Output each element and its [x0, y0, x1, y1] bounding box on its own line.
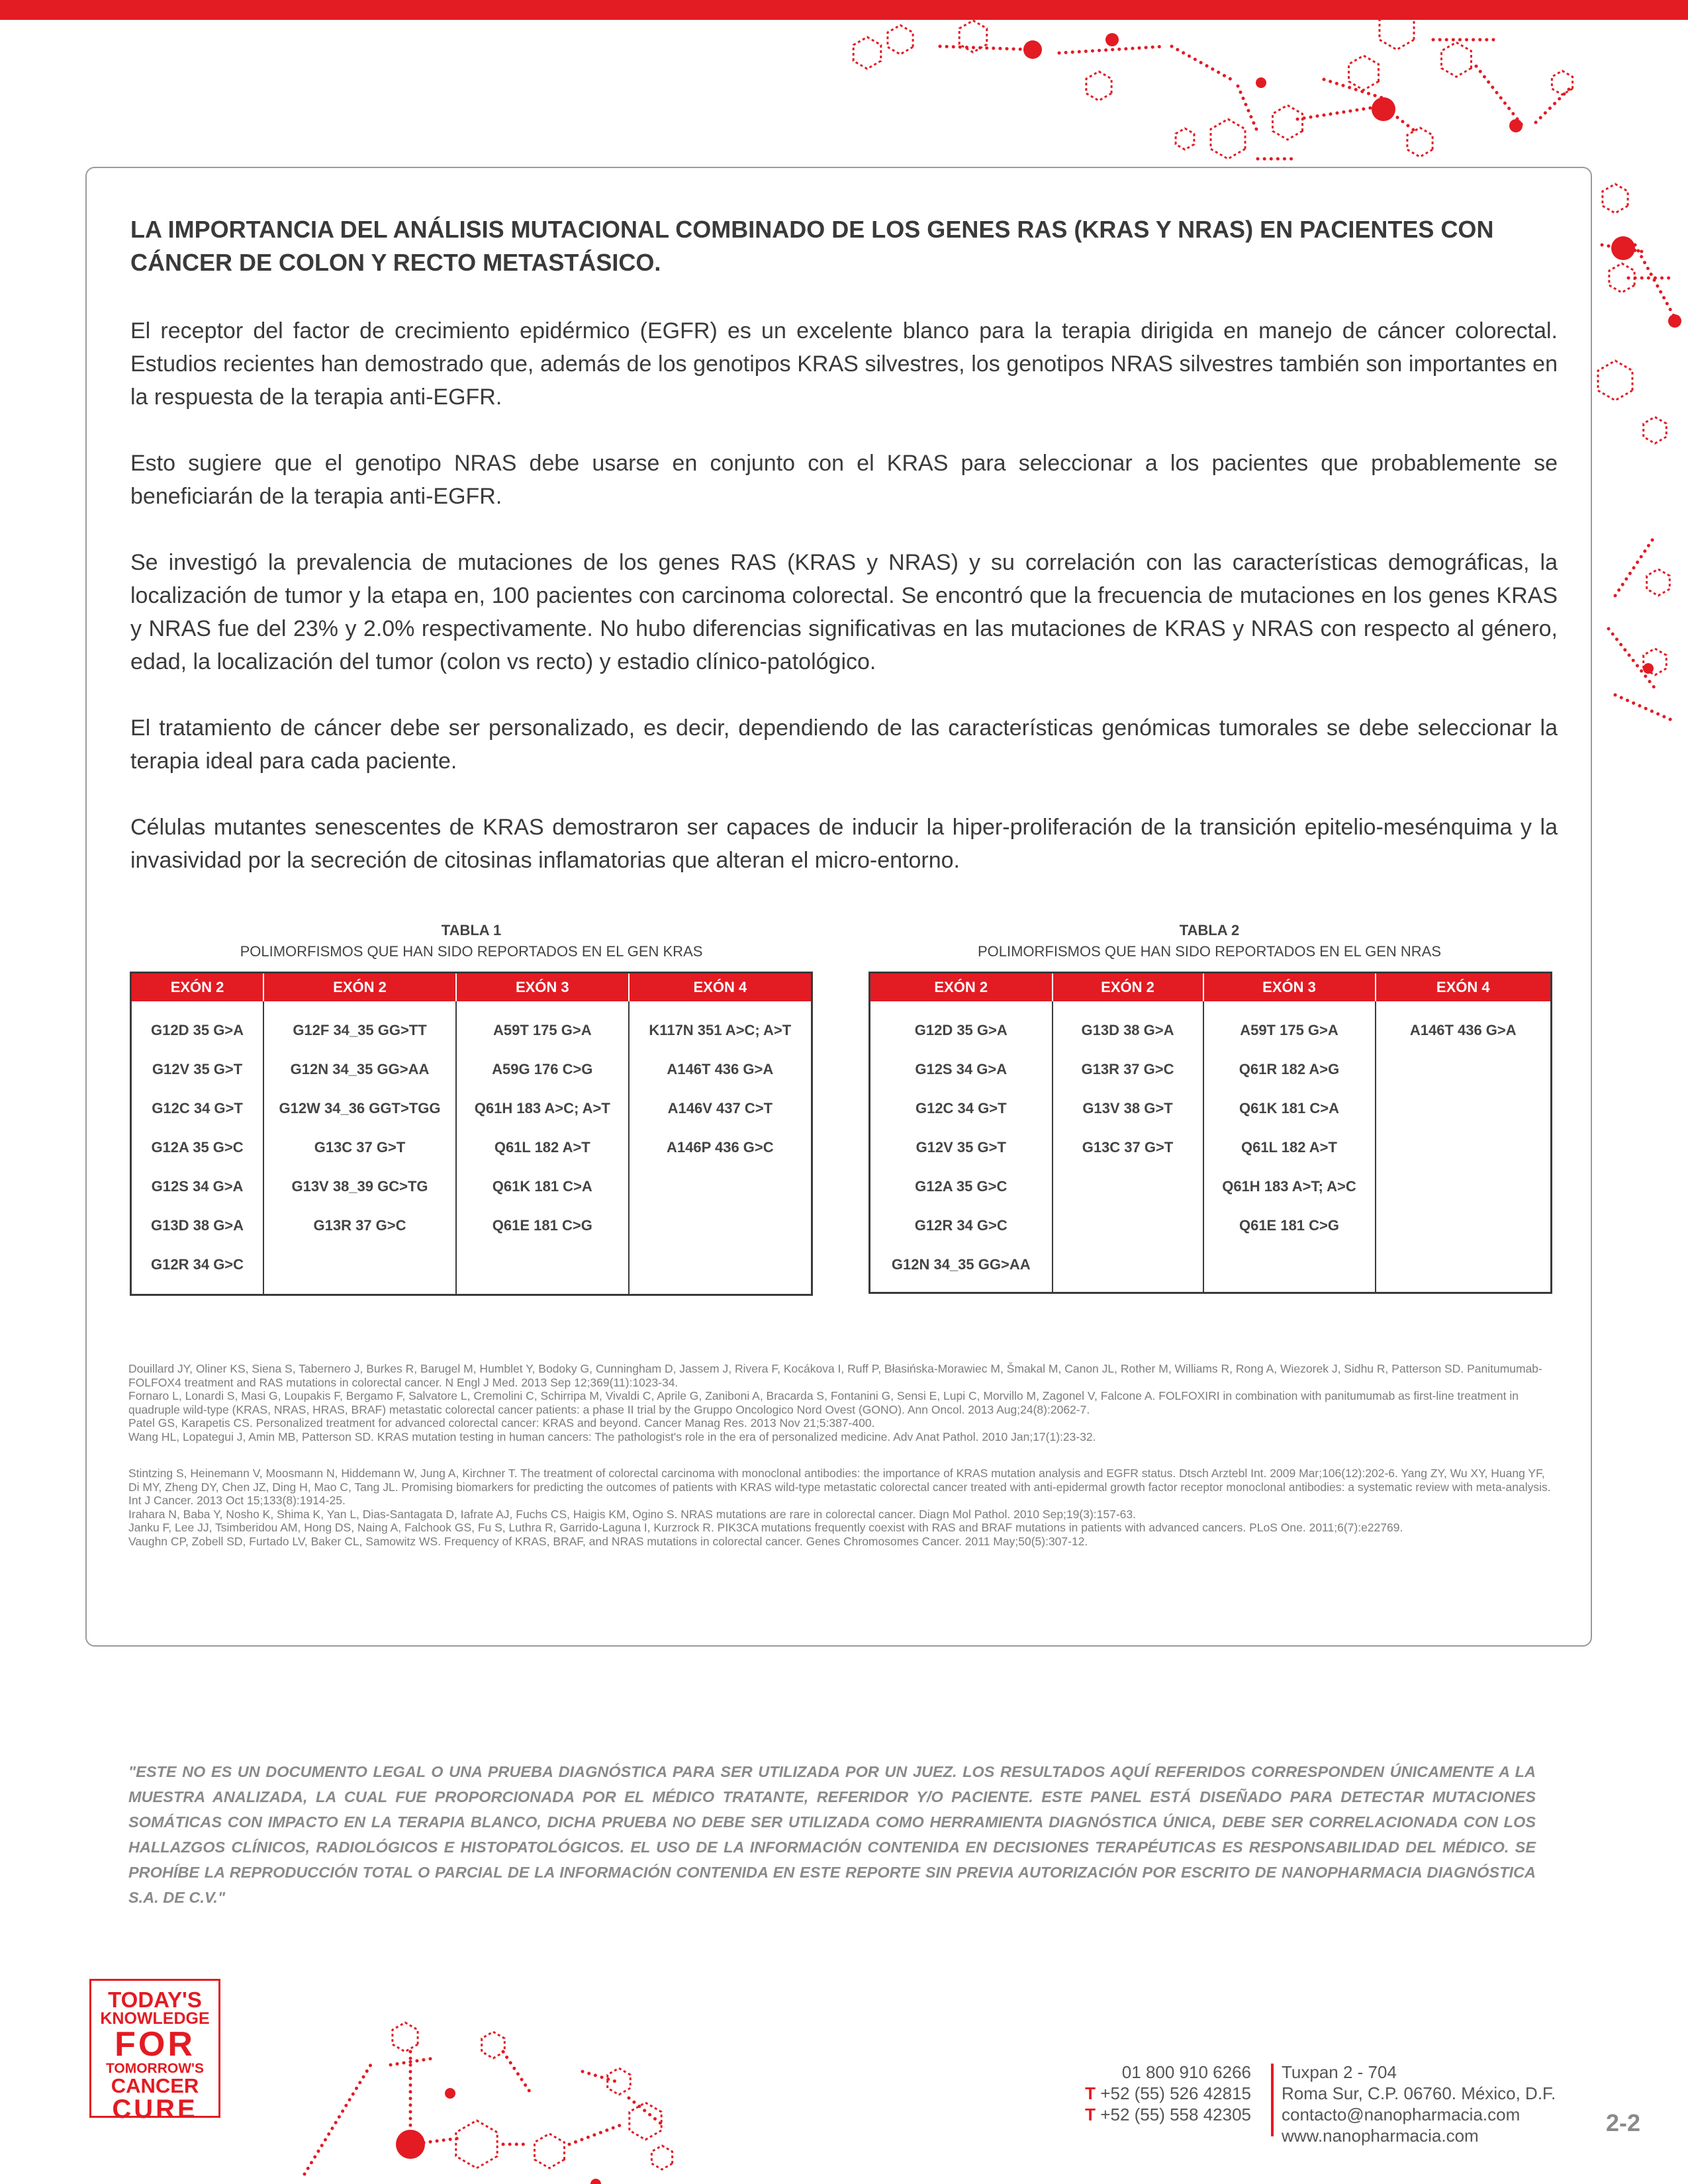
molecule-bond: [305, 2065, 371, 2174]
logo-line: KNOWLEDGE: [100, 2009, 210, 2028]
mutation-item: Q61K 181 C>A: [492, 1178, 592, 1195]
kras-header-exon3: EXÓN 3: [456, 973, 629, 1002]
logo-line: TOMORROW'S: [105, 2061, 205, 2076]
contact-address: [1282, 2062, 1560, 2146]
logo-line: CURE: [112, 2095, 198, 2124]
table-2-title: TABLA 2: [1179, 922, 1240, 938]
mutation-item: G12V 35 G>T: [152, 1061, 243, 1077]
website-link[interactable]: www.nanopharmacia.com: [1282, 2126, 1479, 2146]
mutation-item: G13V 38 G>T: [1082, 1100, 1173, 1116]
molecule-hexagon: [888, 25, 913, 54]
mutation-item: G13C 37 G>T: [1082, 1139, 1174, 1156]
molecule-node: [1509, 119, 1523, 132]
molecule-bond: [1476, 66, 1523, 126]
nras-column-1: [870, 1001, 1053, 1293]
kras-header-exon4: EXÓN 4: [629, 973, 812, 1002]
table-1-subtitle: POLIMORFISMOS QUE HAN SIDO REPORTADOS EN EL GEN KRAS: [240, 943, 703, 960]
mutation-item: G13R 37 G>C: [313, 1217, 406, 1234]
molecule-bond: [503, 2052, 530, 2091]
logo-line: FOR: [115, 2025, 195, 2064]
table-2-subtitle: POLIMORFISMOS QUE HAN SIDO REPORTADOS EN EL GEN NRAS: [977, 943, 1442, 960]
mutation-item: A59T 175 G>A: [1240, 1022, 1338, 1038]
molecule-bond: [1602, 245, 1642, 251]
mutation-item: Q61L 182 A>T: [1241, 1139, 1337, 1156]
molecule-hexagon: [1647, 569, 1670, 596]
molecule-bond: [1615, 536, 1655, 596]
molecule-node: [1643, 663, 1654, 674]
mutation-item: A146V 437 C>T: [667, 1100, 773, 1116]
paragraph-5: Células mutantes senescentes de KRAS demostraron ser capaces de inducir la hiper-proliferación de la transición epitelio-mesénquima y la invasividad por la secreción de citosinas inflamatorias que alteran el micro-entorno.: [130, 815, 1558, 873]
reference-item: Wang HL, Lopategui J, Amin MB, Patterson SD. KRAS mutation testing in human cancers: The pathologist's role in the era of personalized medicine. Adv Anat Pathol. 2010 Jan;17(1):23-32.: [128, 1430, 1096, 1443]
references-group-1: [128, 1362, 1552, 1443]
legal-disclaimer: "ESTE NO ES UN DOCUMENTO LEGAL O UNA PRUEBA DIAGNÓSTICA PARA SER UTILIZADA POR UN JUEZ. LOS RESULTADOS AQUÍ REFERIDOS CORRESPONDEN ÚNICAMENTE A LA MUESTRA ANALIZADA, LA CUAL FUE PROPORCIONADA POR EL MÉDICO TRATANTE, REFERIDOR Y/O PACIENTE. ESTE PANEL ESTÁ DISEÑADO PARA DETECTAR MUTACIONES SOMÁTICAS CON IMPACTO EN LA TERAPIA BLANCO, DICHA PRUEBA NO DEBE SER UTILIZADA COMO HERRAMIENTA DIAGNÓSTICA ÚNICA, DEBE SER CORRELACIONADA CON LOS HALLAZGOS CLÍNICOS, RADIOLÓGICOS E HISTOPATOLÓGICOS. EL USO DE LA INFORMACIÓN CONTENIDA EN DECISIONES TERAPÉUTICAS ES RESPONSABILIDAD DEL MÉDICO. SE PROHÍBE LA REPRODUCCIÓN TOTAL O PARCIAL DE LA INFORMACIÓN CONTENIDA EN ESTE REPORTE SIN PREVIA AUTORIZACIÓN POR ESCRITO DE NANOPHARMACIA DIAGNÓSTICA S.A. DE C.V.": [128, 1763, 1536, 1906]
contact-divider: [1271, 2064, 1274, 2136]
reference-item: Patel GS, Karapetis CS. Personalized treatment for advanced colorectal cancer: KRAS and beyond. Cancer Manag Res. 2013 Nov 21;5:387-400.: [128, 1416, 875, 1430]
nras-header-exon4: EXÓN 4: [1376, 973, 1552, 1002]
reference-item: Stintzing S, Heinemann V, Moosmann N, Hiddemann W, Jung A, Kirchner T. The treatment of colorectal carcinoma with monoclonal antibodies: the importance of KRAS mutation analysis and EGFR status. Dtsch Arztebl Int. 2009 Mar;106(12):202-6. Yang ZY, Wu XY, Huang YF, Di MY, Zheng DY, Chen JZ, Ding H, Mao C, Tang JL. Promising biomarkers for predicting the outcomes of patients with KRAS wild-type metastatic colorectal cancer treated with anti-epidermal growth factor receptor monoclonal antibodies: a systematic review with meta-analysis. Int J Cancer. 2013 Oct 15;133(8):1914-25.: [128, 1467, 1551, 1507]
molecule-hexagon: [1609, 263, 1634, 293]
table-1-caption: [130, 920, 813, 962]
mutation-item: G13D 38 G>A: [151, 1217, 244, 1234]
paragraph-3: Se investigó la prevalencia de mutaciones de los genes RAS (KRAS y NRAS) y su correlación con las características demográficas, la localización de tumor y la etapa en, 100 pacientes con carcinoma colorectal. Se encontró que la frecuencia de mutaciones en los genes KRAS y NRAS fue del 23% y 2.0% respectivamente. No hubo diferencias significativas en las mutaciones de KRAS y NRAS con respecto al género, edad, la localización del tumor (colon vs recto) y estadio clínico-patológico.: [130, 550, 1558, 674]
mutation-item: Q61E 181 C>G: [1239, 1217, 1340, 1234]
email-link[interactable]: contacto@nanopharmacia.com: [1282, 2105, 1521, 2124]
paragraph-4: El tratamiento de cáncer debe ser personalizado, es decir, dependiendo de las características genómicas tumorales se debe seleccionar la terapia ideal para cada paciente.: [130, 715, 1558, 774]
molecule-bond: [1324, 79, 1387, 99]
nras-header-exon2-a: EXÓN 2: [870, 973, 1053, 1002]
molecule-hexagon: [1211, 119, 1245, 159]
molecule-hexagon: [853, 37, 881, 69]
molecule-hexagon: [1349, 56, 1379, 90]
molecule-hexagon: [1598, 361, 1632, 400]
mutation-item: A146P 436 G>C: [667, 1139, 774, 1156]
mutation-item: G12A 35 G>C: [151, 1139, 244, 1156]
molecule-node: [1611, 236, 1635, 260]
kras-column-4: [629, 1001, 812, 1295]
molecule-hexagon: [1407, 128, 1432, 157]
kras-header-exon2-a: EXÓN 2: [131, 973, 264, 1002]
mutation-item: G12S 34 G>A: [151, 1178, 244, 1195]
reference-item: Irahara N, Baba Y, Nosho K, Shima K, Yan L, Dias-Santagata D, Iafrate AJ, Fuchs CS, Haigis KM, Ogino S. NRAS mutations are rare in colorectal cancer. Diagn Mol Pathol. 2010 Sep;19(3):157-63.: [128, 1507, 1136, 1521]
mutation-item: G12R 34 G>C: [151, 1256, 244, 1273]
tel-prefix: T: [1085, 2105, 1096, 2124]
paragraph-2: Esto sugiere que el genotipo NRAS debe usarse en conjunto con el KRAS para seleccionar a los pacientes que probablemente se beneficiarán de la terapia anti-EGFR.: [130, 451, 1558, 509]
mutation-item: G13D 38 G>A: [1081, 1022, 1174, 1038]
page-number: 2-2: [1606, 2109, 1641, 2136]
molecule-node: [1256, 77, 1266, 88]
mutation-item: G13R 37 G>C: [1081, 1061, 1174, 1077]
molecule-bond: [1536, 89, 1569, 122]
tel-prefix: T: [1085, 2083, 1096, 2103]
mutation-item: A146T 436 G>A: [1409, 1022, 1517, 1038]
mutation-item: G12A 35 G>C: [915, 1178, 1008, 1195]
mutation-item: G12R 34 G>C: [914, 1217, 1008, 1234]
address-line-2: Roma Sur, C.P. 06760. México, D.F.: [1282, 2083, 1556, 2103]
molecule-bond: [1387, 109, 1417, 132]
address-line-1: Tuxpan 2 - 704: [1282, 2062, 1397, 2082]
molecule-node: [396, 2130, 425, 2159]
mutation-item: G12D 35 G>A: [151, 1022, 244, 1038]
molecule-hexagon: [456, 2120, 497, 2168]
molecule-hexagon: [1273, 105, 1303, 140]
nras-column-4: [1376, 1001, 1552, 1293]
molecule-hexagon: [959, 21, 987, 52]
molecule-bond: [583, 2071, 616, 2081]
mutation-item: A59G 176 C>G: [492, 1061, 593, 1077]
mutation-item: Q61H 183 A>T; A>C: [1222, 1178, 1356, 1195]
molecule-node: [1372, 97, 1395, 121]
logo-line: TODAY'S: [108, 1987, 202, 2012]
molecule-bond: [629, 2098, 662, 2124]
reference-item: Vaughn CP, Zobell SD, Furtado LV, Baker CL, Samowitz WS. Frequency of KRAS, BRAF, and NRAS mutations in colorectal cancer. Genes Chromosomes Cancer. 2011 May;50(5):307-12.: [128, 1534, 1088, 1548]
kras-table: [130, 972, 813, 1296]
reference-item: Janku F, Lee JJ, Tsimberidou AM, Hong DS, Naing A, Falchook GS, Fu S, Luthra R, Garrido-Laguna I, Kurzrock R. PIK3CA mutations frequently coexist with RAS and BRAF mutations in patients with advanced cancers. PLoS One. 2011;6(7):e22769.: [128, 1521, 1403, 1534]
molecule-hexagon: [1644, 417, 1667, 443]
molecule-hexagon: [1603, 184, 1628, 213]
molecule-node: [1023, 40, 1042, 59]
logo-line: CANCER: [111, 2074, 199, 2097]
molecule-node: [1668, 314, 1681, 328]
paragraph-1: El receptor del factor de crecimiento epidérmico (EGFR) es un excelente blanco para la terapia dirigida en manejo de cáncer colorectal. Estudios recientes han demostrado que, además de los genotipos KRAS silvestres, los genotipos NRAS silvestres también son importantes en la respuesta de la terapia anti-EGFR.: [130, 318, 1558, 410]
nras-header-exon3: EXÓN 3: [1203, 973, 1376, 1002]
molecule-hexagon: [1552, 71, 1572, 95]
molecule-bond: [1635, 245, 1675, 318]
mutation-item: G12D 35 G>A: [914, 1022, 1008, 1038]
toll-free-phone[interactable]: 01 800 910 6266: [1121, 2062, 1251, 2082]
molecule-hexagon: [651, 2146, 672, 2169]
nras-header-exon2-b: EXÓN 2: [1053, 973, 1203, 1002]
mutation-item: Q61K 181 C>A: [1239, 1100, 1340, 1116]
mutation-item: G12N 34_35 GG>AA: [891, 1256, 1031, 1273]
reference-item: Fornaro L, Lonardi S, Masi G, Loupakis F, Bergamo F, Salvatore L, Cremolini C, Schirripa M, Vivaldi C, Aprile G, Zaniboni A, Bracarda S, Fontanini G, Sensi E, Lupi C, Morvillo M, Zagonel V, Falcone A. FOLFOXIRI in combination with panitumumab as first-line treatment in quadruple wild-type (KRAS, NRAS, HRAS, BRAF) metastatic colorectal cancer patients: a phase II trial by the Gruppo Oncologico Nord Ovest (GONO). Ann Oncol. 2013 Aug;24(8):2062-7.: [128, 1389, 1519, 1416]
top-accent-bar: [0, 0, 1688, 20]
nras-column-3: [1203, 1001, 1376, 1293]
mutation-item: G13C 37 G>T: [314, 1139, 406, 1156]
molecule-bond: [1609, 629, 1655, 688]
molecule-bond: [391, 2058, 434, 2065]
table-1-title: TABLA 1: [441, 922, 502, 938]
mutation-item: G12N 34_35 GG>AA: [290, 1061, 430, 1077]
mutation-item: G12C 34 G>T: [152, 1100, 243, 1116]
contact-phones: [1046, 2062, 1251, 2125]
molecule-hexagon: [1644, 649, 1667, 675]
molecule-hexagon: [608, 2068, 631, 2095]
nras-table: [868, 972, 1552, 1294]
molecule-bond: [569, 2124, 622, 2144]
molecule-hexagon: [1442, 42, 1472, 77]
molecule-hexagon: [1176, 128, 1194, 150]
mutation-item: G12W 34_36 GGT>TGG: [279, 1100, 441, 1116]
mutation-item: Q61R 182 A>G: [1239, 1061, 1340, 1077]
mutation-item: G13V 38_39 GC>TG: [291, 1178, 428, 1195]
kras-column-3: [456, 1001, 629, 1295]
molecule-bond: [1615, 695, 1675, 721]
table-2-caption: [868, 920, 1550, 962]
molecule-hexagon: [1086, 71, 1111, 101]
mutation-item: A59T 175 G>A: [493, 1022, 592, 1038]
mutation-item: Q61E 181 C>G: [492, 1217, 592, 1234]
mutation-item: G12C 34 G>T: [915, 1100, 1007, 1116]
molecule-bond: [410, 2138, 463, 2144]
molecule-node: [445, 2088, 455, 2099]
molecule-bond: [1059, 46, 1165, 53]
molecule-node: [1105, 33, 1119, 46]
kras-column-2: [263, 1001, 456, 1295]
reference-item: Douillard JY, Oliner KS, Siena S, Tabernero J, Burkes R, Barugel M, Humblet Y, Bodoky G, Cunningham D, Jassem J, Rivera F, Kocákova I, Ruff P, Błasińska-Morawiec M, Šmakal M, Canon JL, Rother M, Williams R, Rong A, Wiezorek J, Sidhu R, Patterson SD. Panitumumab-FOLFOX4 treatment and RAS mutations in colorectal cancer. N Engl J Med. 2013 Sep 12;369(11):1023-34.: [128, 1362, 1542, 1389]
molecule-bond: [1238, 86, 1258, 132]
mutation-item: A146T 436 G>A: [667, 1061, 774, 1077]
references-group-2: [128, 1467, 1552, 1548]
molecule-bond: [1297, 106, 1383, 119]
phone-1[interactable]: +52 (55) 526 42815: [1100, 2083, 1251, 2103]
nras-column-2: [1053, 1001, 1203, 1293]
molecule-node: [590, 2179, 601, 2184]
kras-column-1: [131, 1001, 264, 1295]
mutation-item: G12F 34_35 GG>TT: [293, 1022, 427, 1038]
mutation-item: Q61H 183 A>C; A>T: [474, 1100, 610, 1116]
molecule-hexagon: [535, 2134, 565, 2168]
molecule-bond: [940, 46, 1033, 50]
mutation-item: G12V 35 G>T: [915, 1139, 1006, 1156]
molecule-hexagon: [482, 2032, 505, 2058]
molecule-bond: [1172, 46, 1231, 79]
mutation-item: G12S 34 G>A: [915, 1061, 1008, 1077]
mutation-item: Q61L 182 A>T: [494, 1139, 590, 1156]
molecule-hexagon: [393, 2023, 418, 2052]
phone-2[interactable]: +52 (55) 558 42305: [1100, 2105, 1251, 2124]
brand-logo: [89, 1979, 220, 2124]
molecule-hexagon: [630, 2103, 661, 2140]
article-title: LA IMPORTANCIA DEL ANÁLISIS MUTACIONAL COMBINADO DE LOS GENES RAS (KRAS Y NRAS) EN PACIENTES CON CÁNCER DE COLON Y RECTO METASTÁSICO.: [130, 216, 1494, 276]
kras-header-exon2-b: EXÓN 2: [263, 973, 456, 1002]
mutation-item: K117N 351 A>C; A>T: [649, 1022, 792, 1038]
